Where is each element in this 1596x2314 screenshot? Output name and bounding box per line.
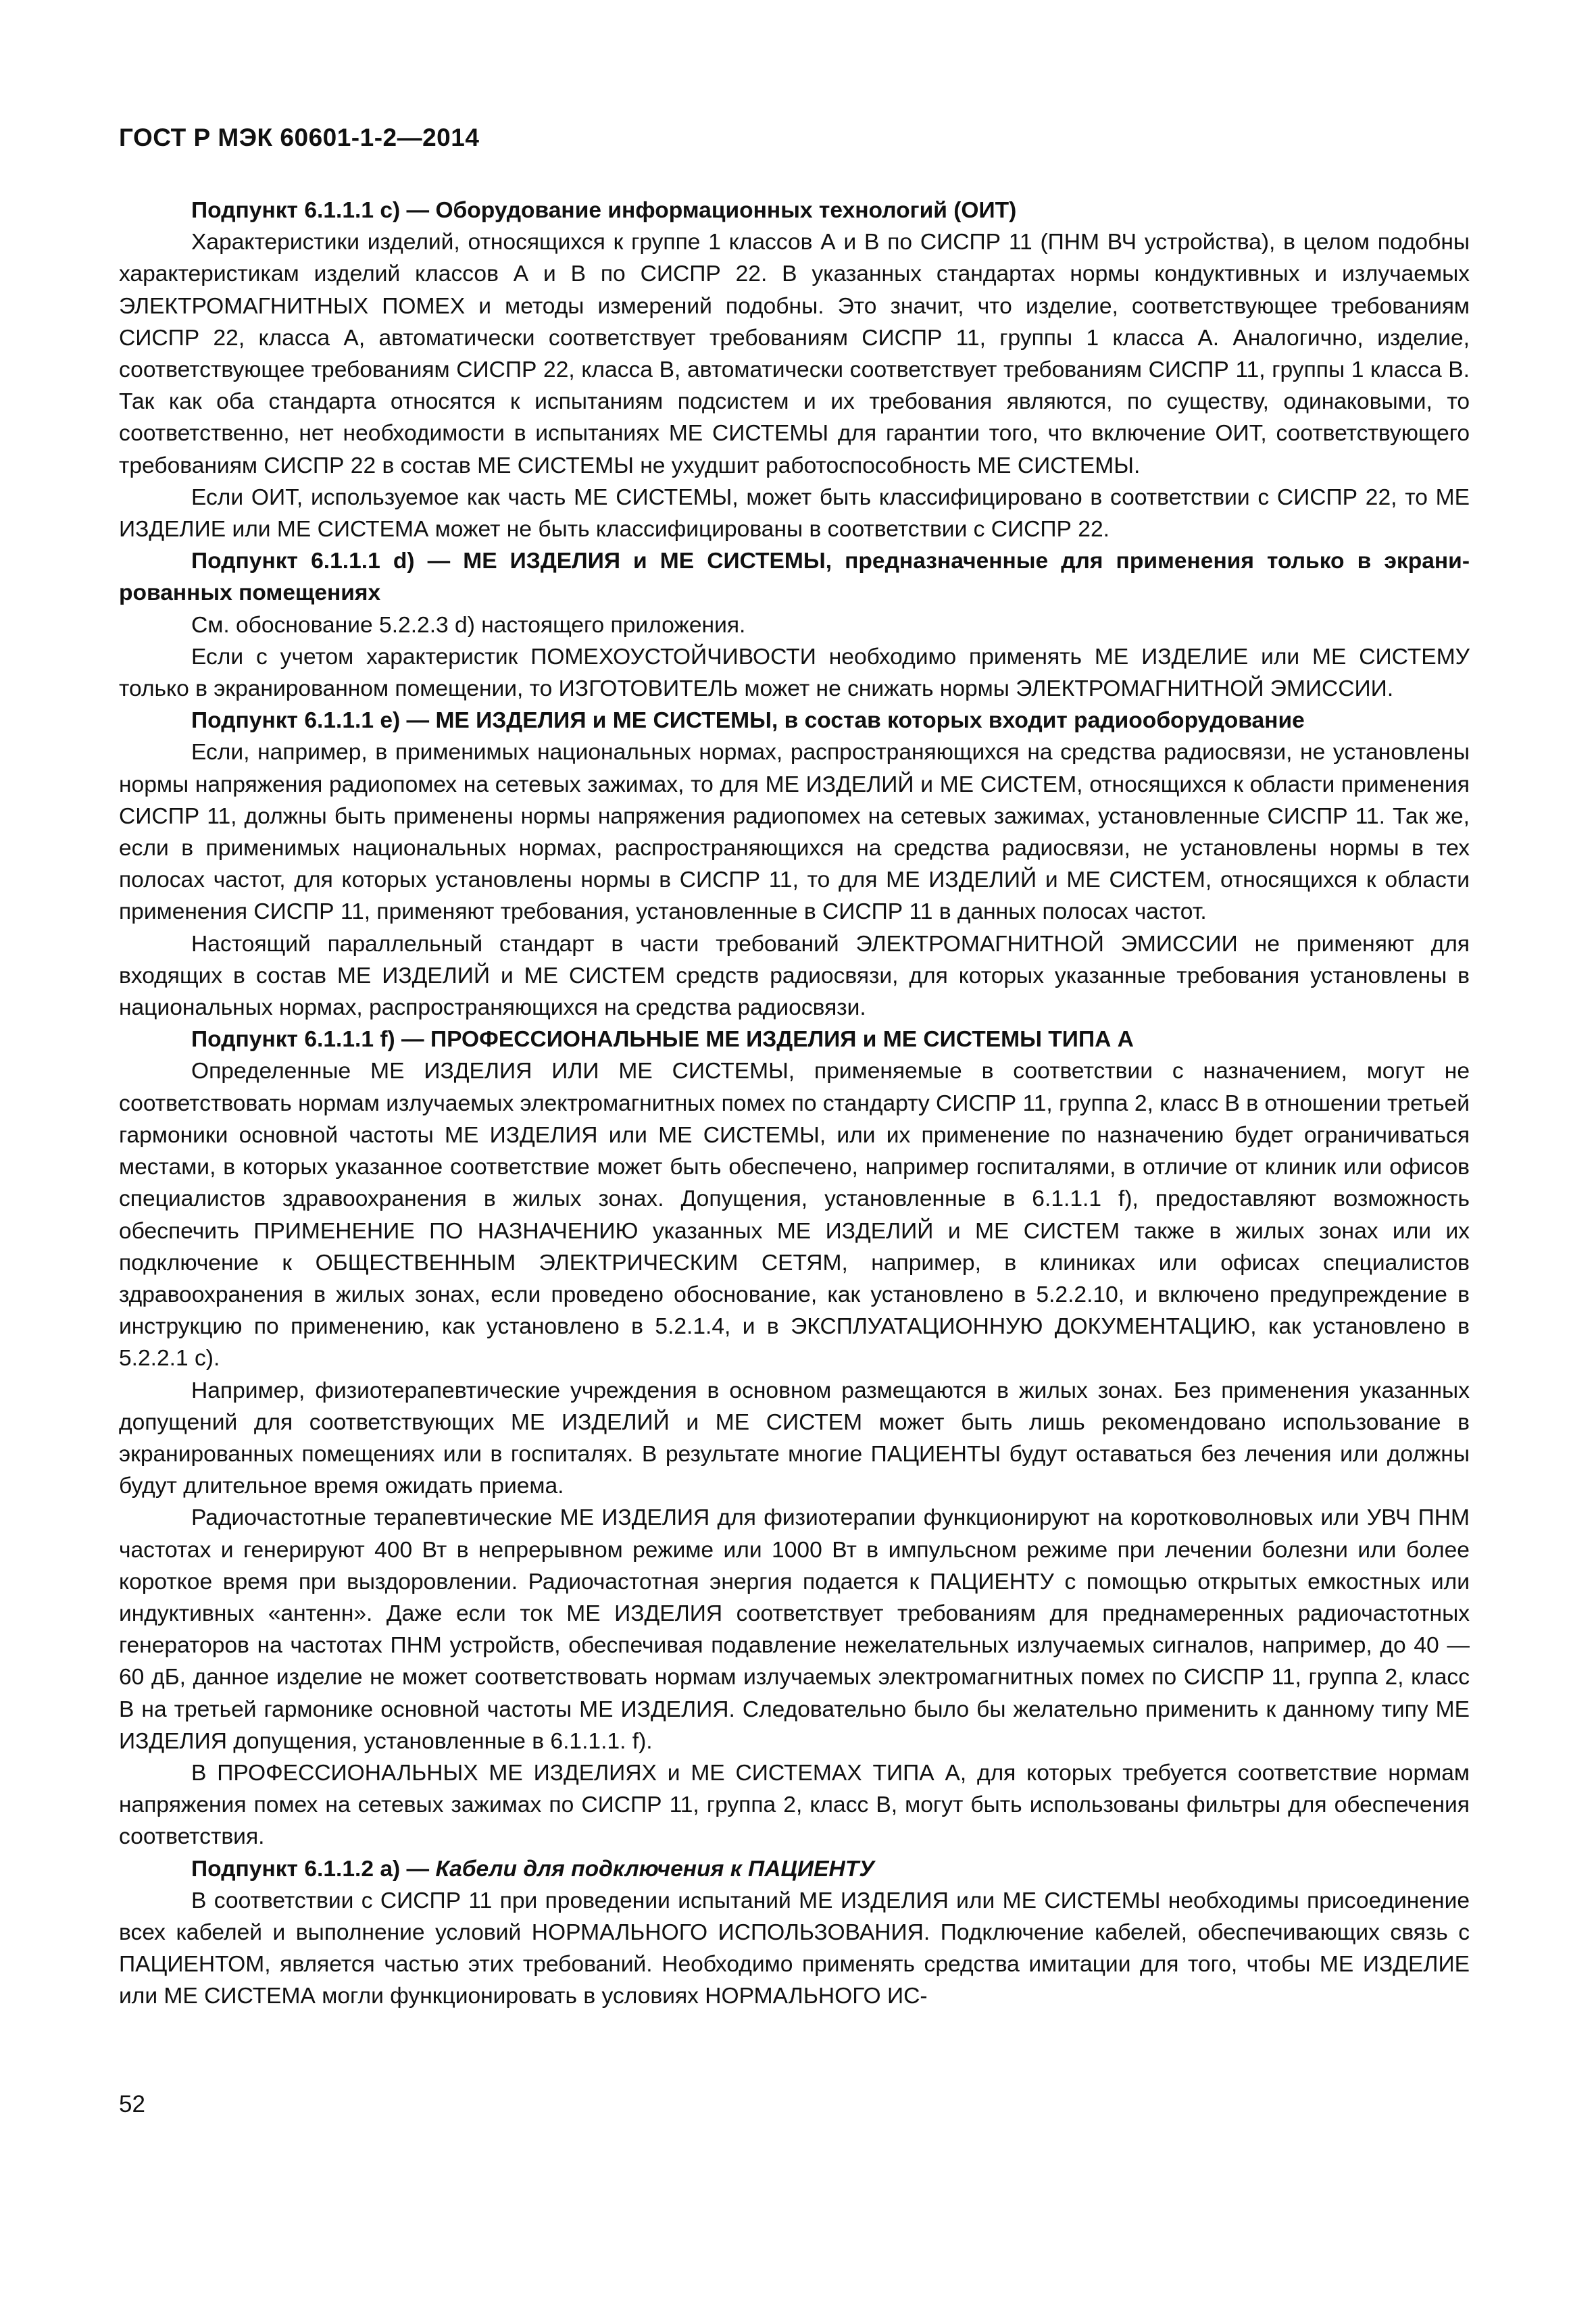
paragraph: Если ОИТ, используемое как часть МЕ СИСТЕМЫ, может быть классифицировано в соответствии с СИСПР 22, то МЕ ИЗДЕЛИЕ или МЕ СИСТЕМА может не быть классифицированы в соответствии с СИСПР 22. xyxy=(119,484,1470,543)
paragraph: Настоящий параллельный стандарт в части требований ЭЛЕКТРОМАГНИТНОЙ ЭМИССИИ не применяют для входящих в состав МЕ ИЗДЕЛИЙ и МЕ СИСТЕМ средств радиосвязи, для которых указанные требования установлены в национальных нормах, распространяющихся на средства радиосвязи. xyxy=(119,931,1470,1021)
heading-prefix: Подпункт 6.1.1.2 а) — xyxy=(191,1856,436,1882)
paragraph: См. обоснование 5.2.2.3 d) настоящего приложения. xyxy=(191,612,746,638)
paragraph: Радиочастотные терапевтические МЕ ИЗДЕЛИЯ для физиотерапии функционируют на коротковолновых или УВЧ ПНМ частотах и генерируют 400 Вт в непрерывном режиме или 1000 Вт в импульсном режиме при лечении болезни или более короткое время при выздоровлении. Радиочастотная энергия подается к ПАЦИЕНТУ с помощью открытых емкостных или индуктивных «антенн». Даже если ток МЕ ИЗДЕЛИЯ соответствует требованиям для преднамеренных радиочастотных генераторов на частотах ПНМ устройств, обеспечивая подавление нежелательных излучаемых сигналов, например, до 40 — 60 дБ, данное изделие не может соответствовать нормам излучаемых электромагнитных помех по СИСПР 11, группа 2, класс В на третьей гармонике основной частоты МЕ ИЗДЕЛИЯ. Следовательно было бы желательно применить к данному типу МЕ ИЗДЕЛИЯ допущения, установленные в 6.1.1.1. f). xyxy=(119,1505,1470,1754)
standard-designation: ГОСТ Р МЭК 60601-1-2—2014 xyxy=(119,124,480,151)
subclause-heading-6-1-1-2-a xyxy=(119,1853,1470,1885)
document-body xyxy=(119,195,1470,2013)
paragraph: В ПРОФЕССИОНАЛЬНЫХ МЕ ИЗДЕЛИЯХ и МЕ СИСТЕМАХ ТИПА А, для которых требуется соответствие нормам напряжения помех на сетевых зажимах по СИСПР 11, группа 2, класс В, могут быть использованы фильтры для обеспечения соответствия. xyxy=(119,1760,1470,1850)
heading-italic-title: Кабели для подключения к ПАЦИЕНТУ xyxy=(435,1856,874,1882)
subclause-heading-6-1-1-1-f: Подпункт 6.1.1.1 f) — ПРОФЕССИОНАЛЬНЫЕ МЕ ИЗДЕЛИЯ и МЕ СИСТЕМЫ ТИПА А xyxy=(191,1027,1134,1053)
paragraph: Характеристики изделий, относящихся к группе 1 классов А и В по СИСПР 11 (ПНМ ВЧ устройства), в целом подобны характеристикам изделий классов А и В по СИСПР 22. В указанных стандартах нормы кондуктивных и излучаемых ЭЛЕКТРОМАГНИТНЫХ ПОМЕХ и методы измерений подобны. Это значит, что изделие, соответствующее требованиям СИСПР 22, класса А, автоматически соответствует требованиям СИСПР 11, группы 1 класса А. Аналогично, изделие, соответствующее требованиям СИСПР 22, класса В, автоматически соответствует требованиям СИСПР 11, группы 1 класса В. Так как оба стандарта относятся к испытаниям подсистем и их требования являются, по существу, одинаковыми, то соответственно, нет необходимости в испытаниях МЕ СИСТЕМЫ для гарантии того, что включение ОИТ, соответствующего требованиям СИСПР 22 в состав МЕ СИСТЕМЫ не ухудшит работоспособность МЕ СИСТЕМЫ. xyxy=(119,230,1470,478)
subclause-heading-6-1-1-1-c: Подпункт 6.1.1.1 с) — Оборудование информационных технологий (ОИТ) xyxy=(191,198,1017,223)
subclause-heading-6-1-1-1-d: Подпункт 6.1.1.1 d) — МЕ ИЗДЕЛИЯ и МЕ СИСТЕМЫ, предназначенные для применения только в экранированных помещениях xyxy=(119,549,1470,606)
paragraph: Определенные МЕ ИЗДЕЛИЯ ИЛИ МЕ СИСТЕМЫ, применяемые в соответствии с назначением, могут не соответствовать нормам излучаемых электромагнитных помех по стандарту СИСПР 11, группа 2, класс В в отношении третьей гармоники основной частоты МЕ ИЗДЕЛИЯ или МЕ СИСТЕМЫ, или их применение по назначению будет ограничиваться местами, в которых указанное соответствие может быть обеспечено, например госпиталями, в отличие от клиник или офисов специалистов здравоохранения в жилых зонах. Допущения, установленные в 6.1.1.1 f), предоставляют возможность обеспечить ПРИМЕНЕНИЕ ПО НАЗНАЧЕНИЮ указанных МЕ ИЗДЕЛИЙ и МЕ СИСТЕМ также в жилых зонах или их подключение к ОБЩЕСТВЕННЫМ ЭЛЕКТРИЧЕСКИМ СЕТЯМ, например, в клиниках или офисах специалистов здравоохранения в жилых зонах, если проведено обоснование, как установлено в 5.2.2.10, и включено предупреждение в инструкцию по применению, как установлено в 5.2.1.4, и в ЭКСПЛУАТАЦИОННУЮ ДОКУМЕНТАЦИЮ, как установлено в 5.2.2.1 с). xyxy=(119,1059,1470,1372)
subclause-heading-6-1-1-1-e: Подпункт 6.1.1.1 е) — МЕ ИЗДЕЛИЯ и МЕ СИСТЕМЫ, в состав которых входит радиооборудование xyxy=(191,708,1305,734)
paragraph: В соответствии с СИСПР 11 при проведении испытаний МЕ ИЗДЕЛИЯ или МЕ СИСТЕМЫ необходимы присоединение всех кабелей и выполнение условий НОРМАЛЬНОГО ИСПОЛЬЗОВАНИЯ. Подключение кабелей, обеспечивающих связь с ПАЦИЕНТОМ, является частью этих требований. Необходимо применять средства имитации для того, чтобы МЕ ИЗДЕЛИЕ или МЕ СИСТЕМА могли функционировать в условиях НОРМАЛЬНОГО ИС- xyxy=(119,1888,1470,2009)
paragraph: Например, физиотерапевтические учреждения в основном размещаются в жилых зонах. Без применения указанных допущений для соответствующих МЕ ИЗДЕЛИЙ и МЕ СИСТЕМ может быть лишь рекомендовано использование в экранированных помещениях или в госпиталях. В результате многие ПАЦИЕНТЫ будут оставаться без лечения или должны будут длительное время ожидать приема. xyxy=(119,1378,1470,1499)
page-number: 52 xyxy=(119,2091,145,2117)
paragraph: Если, например, в применимых национальных нормах, распространяющихся на средства радиосвязи, не установлены нормы напряжения радиопомех на сетевых зажимах, то для МЕ ИЗДЕЛИЙ и МЕ СИСТЕМ, относящихся к области применения СИСПР 11, должны быть применены нормы напряжения радиопомех на сетевых зажимах, установленные СИСПР 11. Так же, если в применимых национальных нормах, распространяющихся на средства радиосвязи, не установлены нормы в тех полосах частот, для которых установлены нормы в СИСПР 11, то для МЕ ИЗДЕЛИЙ и МЕ СИСТЕМ, относящихся к области применения СИСПР 11, применяют требования, установленные в СИСПР 11 в данных полосах частот. xyxy=(119,740,1470,925)
paragraph: Если с учетом характеристик ПОМЕХОУСТОЙЧИВОСТИ необходимо применять МЕ ИЗДЕЛИЕ или МЕ СИСТЕМУ только в экранированном помещении, то ИЗГОТОВИТЕЛЬ может не снижать нормы ЭЛЕКТРОМАГНИТНОЙ ЭМИССИИ. xyxy=(119,644,1470,702)
